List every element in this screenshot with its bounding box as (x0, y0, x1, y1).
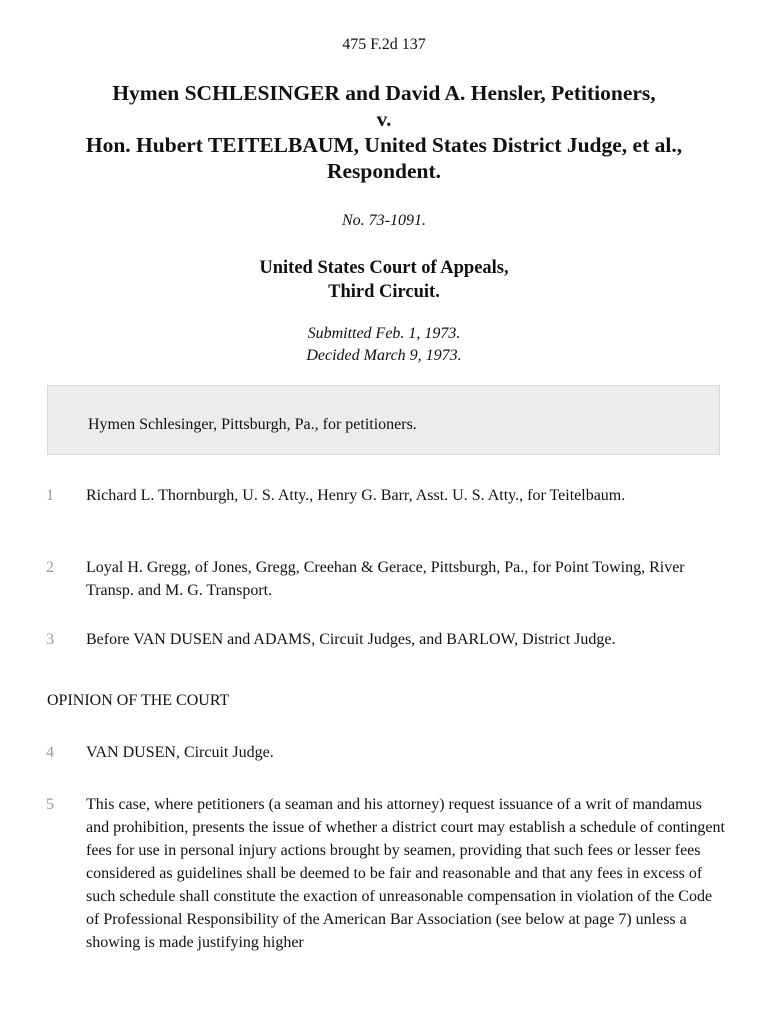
court-name-line1: United States Court of Appeals, (259, 258, 509, 278)
paragraph-text: Loyal H. Gregg, of Jones, Gregg, Creehan & Gerace, Pittsburgh, Pa., for Point Towing, River Transp. and M. G. Transport. (86, 559, 685, 599)
paragraph-number: 4 (46, 744, 54, 761)
paragraph-text: VAN DUSEN, Circuit Judge. (86, 744, 274, 761)
docket-number: No. 73-1091. (342, 212, 426, 229)
paragraph-text: This case, where petitioners (a seaman and his attorney) request issuance of a writ of mandamus and prohibition, presents the issue of whether a district court may establish a schedule of contingent fees for use in personal injury actions brought by seamen, providing that such fees or lesser fees considered as guidelines shall be deemed to be fair and reasonable and that any fees in excess of such schedule shall constitute the exaction of unreasonable compensation in violation of the Code of Professional Responsibility of the American Bar Association (see below at page 7) unless a showing is made justifying higher (86, 796, 725, 951)
court-name (0, 256, 768, 304)
submitted-date: Submitted Feb. 1, 1973. (307, 325, 461, 342)
counsel-petitioners: Hymen Schlesinger, Pittsburgh, Pa., for petitioners. (88, 416, 417, 433)
decided-date: Decided March 9, 1973. (306, 347, 462, 364)
case-dates (0, 323, 768, 367)
paragraph-text: Richard L. Thornburgh, U. S. Atty., Henry G. Barr, Asst. U. S. Atty., for Teitelbaum. (86, 487, 626, 504)
case-caption (40, 80, 728, 184)
caption-parties-respondent: Hon. Hubert TEITELBAUM, United States District Judge, et al., Respondent. (85, 133, 683, 183)
paragraph-number: 5 (46, 796, 54, 813)
counsel-box (47, 385, 720, 455)
paragraph-number: 2 (46, 559, 54, 576)
paragraph-number: 1 (46, 487, 54, 504)
court-name-line2: Third Circuit. (328, 282, 440, 302)
paragraph-number: 3 (46, 631, 54, 648)
case-citation: 475 F.2d 137 (342, 36, 426, 53)
paragraph-text: Before VAN DUSEN and ADAMS, Circuit Judges, and BARLOW, District Judge. (86, 631, 616, 648)
caption-parties-petitioners: Hymen SCHLESINGER and David A. Hensler, Petitioners, (112, 81, 656, 105)
caption-versus: v. (376, 107, 392, 131)
opinion-heading: OPINION OF THE COURT (47, 692, 230, 709)
